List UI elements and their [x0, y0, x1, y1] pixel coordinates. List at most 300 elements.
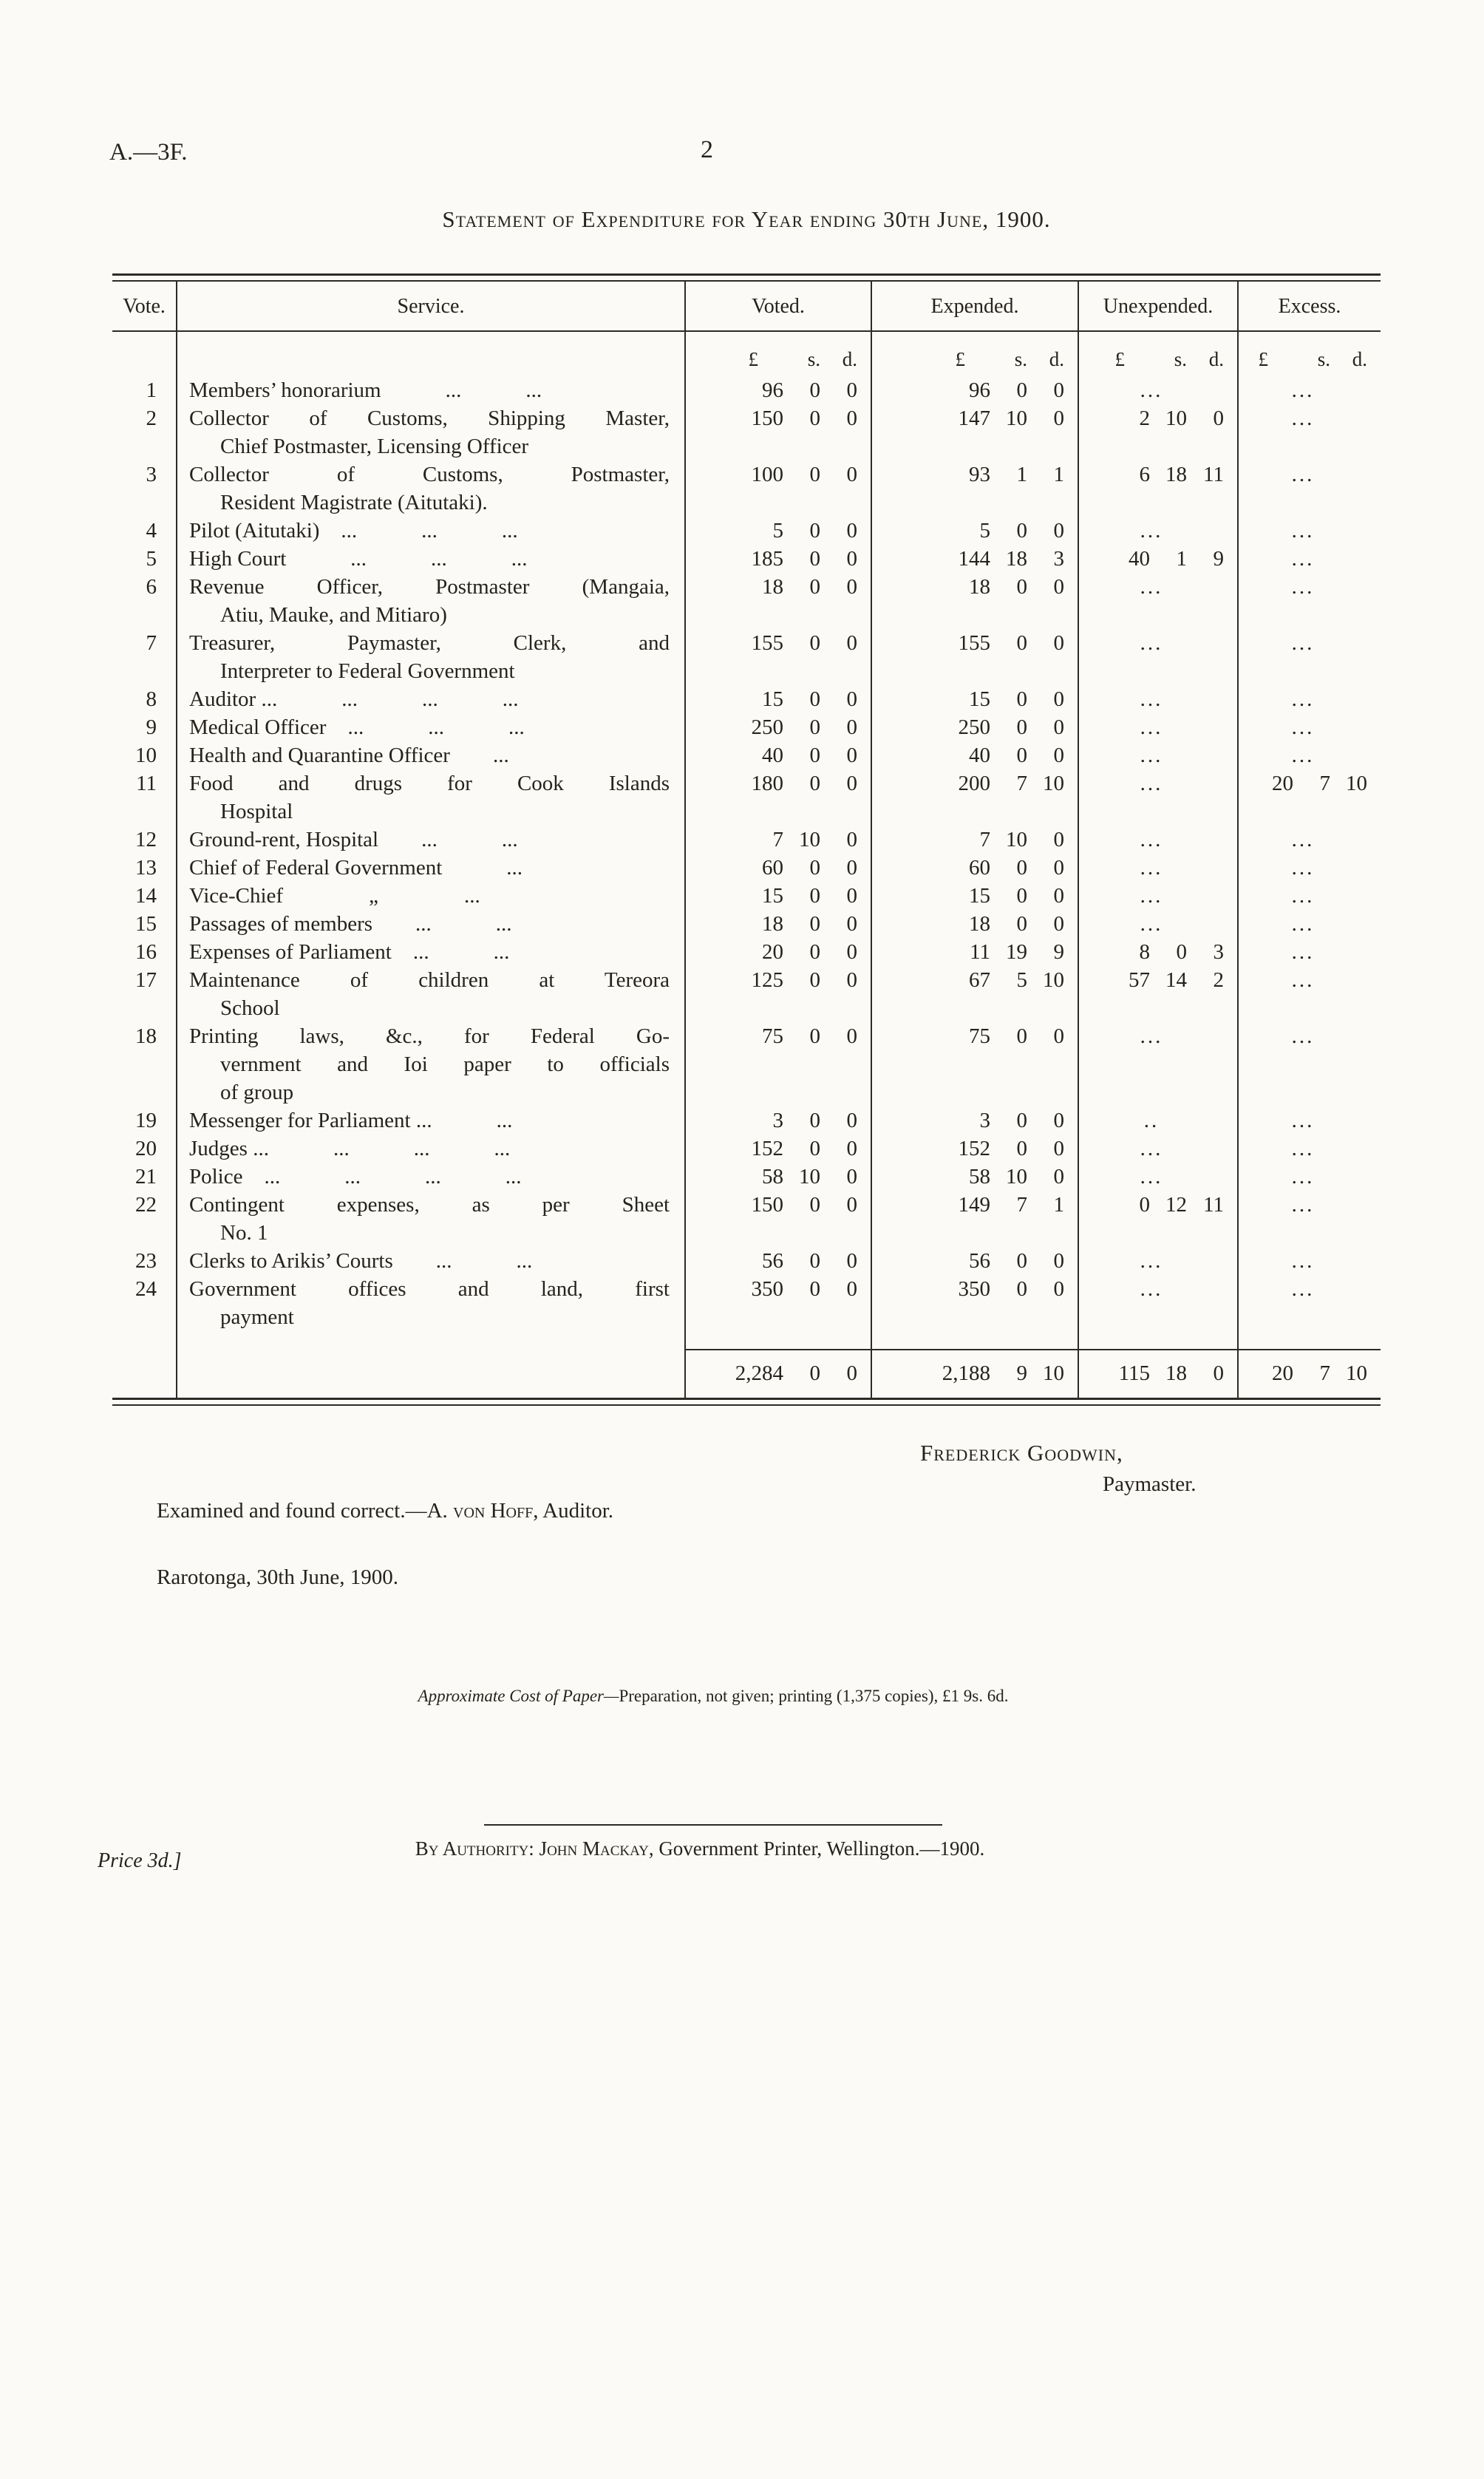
amount-pence: 0 — [846, 378, 857, 402]
service-line: Atiu, Mauke, and Mitiaro) — [220, 603, 447, 627]
amount-pence: 10 — [1043, 772, 1064, 795]
blank-entry: ... — [1291, 1193, 1315, 1217]
table-row — [112, 1022, 1381, 1106]
service-line: Expenses of Parliament ... ... — [189, 940, 510, 964]
amount-pounds: 6 — [1139, 463, 1150, 486]
service-cell — [177, 573, 686, 629]
blank-entry: ... — [1291, 631, 1315, 655]
pound-sign: £ — [1258, 348, 1268, 370]
service-line: Printing laws, &c., for Federal Go- — [189, 1024, 670, 1048]
service-line: Chief Postmaster, Licensing Officer — [220, 435, 529, 458]
amount-pounds: 18 — [969, 912, 990, 936]
audit-statement-suffix: , Auditor. — [533, 1499, 614, 1523]
amount-pence: 10 — [1346, 772, 1367, 795]
expended-cell — [872, 404, 1079, 460]
service-line: Resident Magistrate (Aitutaki). — [220, 491, 488, 514]
blank-entry: ... — [1291, 378, 1315, 402]
amount-pence: 3 — [1213, 940, 1224, 964]
excess-cell — [1239, 460, 1381, 517]
service-line: Members’ honorarium ... ... — [189, 378, 542, 402]
table-row — [112, 910, 1381, 938]
blank-entry: ... — [1291, 1024, 1315, 1048]
voted-cell — [686, 1191, 872, 1247]
amount-shillings: 0 — [809, 884, 820, 908]
amount-pounds: 75 — [969, 1024, 990, 1048]
amount-pounds: 3 — [772, 1109, 783, 1132]
amount-pounds: 7 — [772, 828, 783, 851]
amount-pence: 1 — [1053, 463, 1064, 486]
amount-pence: 0 — [846, 463, 857, 486]
table-row — [112, 460, 1381, 517]
blank-entry: ... — [1291, 828, 1315, 851]
total-unexpended-shillings: 18 — [1165, 1361, 1187, 1385]
amount-shillings: 0 — [1016, 687, 1027, 711]
service-line: Judges ... ... ... ... — [189, 1137, 511, 1160]
paymaster-title: Paymaster. — [1103, 1472, 1197, 1496]
vote-number: 4 — [112, 517, 177, 545]
amount-shillings: 18 — [1006, 547, 1027, 571]
amount-pounds: 100 — [751, 463, 783, 486]
service-line: Passages of members ... ... — [189, 912, 512, 936]
imprint-rule — [484, 1824, 942, 1826]
service-line: Police ... ... ... ... — [189, 1165, 522, 1189]
expended-cell — [872, 1135, 1079, 1163]
service-line: Chief of Federal Government ... — [189, 856, 523, 880]
amount-pence: 11 — [1203, 463, 1224, 486]
excess-cell — [1239, 713, 1381, 741]
pound-sign: £ — [1114, 348, 1125, 370]
shillings-label: s. — [1174, 348, 1187, 370]
unexpended-cell — [1079, 966, 1239, 1022]
vote-number: 18 — [112, 1022, 177, 1106]
amount-pounds: 58 — [969, 1165, 990, 1189]
service-cell — [177, 460, 686, 517]
table-row — [112, 854, 1381, 882]
service-line: No. 1 — [220, 1221, 268, 1245]
amount-shillings: 0 — [809, 715, 820, 739]
amount-pence: 0 — [1053, 856, 1064, 880]
amount-pounds: 149 — [958, 1193, 990, 1217]
amount-pence: 0 — [846, 1137, 857, 1160]
expended-cell — [872, 938, 1079, 966]
amount-pounds: 18 — [969, 575, 990, 599]
amount-pounds: 18 — [762, 575, 783, 599]
amount-pence: 0 — [1053, 1249, 1064, 1273]
service-line: Maintenance of children at Tereora — [189, 968, 670, 992]
blank-entry: ... — [1140, 1137, 1163, 1160]
blank-entry: ... — [1140, 715, 1163, 739]
excess-cell — [1239, 910, 1381, 938]
amount-pounds: 58 — [762, 1165, 783, 1189]
amount-pounds: 56 — [969, 1249, 990, 1273]
service-line: Collector of Customs, Postmaster, — [189, 463, 670, 486]
amount-pence: 0 — [846, 519, 857, 543]
blank-entry: ... — [1140, 828, 1163, 851]
amount-pounds: 180 — [751, 772, 783, 795]
amount-shillings: 10 — [799, 828, 820, 851]
amount-shillings: 1 — [1176, 547, 1187, 571]
vote-number: 2 — [112, 404, 177, 460]
amount-pounds: 40 — [969, 744, 990, 767]
currency-header-voted — [686, 332, 872, 376]
table-row — [112, 404, 1381, 460]
blank-entry: ... — [1291, 856, 1315, 880]
currency-header-service-spacer — [177, 332, 686, 376]
amount-shillings: 0 — [1016, 575, 1027, 599]
service-line: Interpreter to Federal Government — [220, 659, 515, 683]
amount-pence: 0 — [846, 828, 857, 851]
expenditure-table — [112, 273, 1381, 1406]
totals-expended-cell — [872, 1349, 1079, 1398]
amount-pence: 0 — [1053, 828, 1064, 851]
table-row — [112, 685, 1381, 713]
amount-pounds: 96 — [969, 378, 990, 402]
voted-cell — [686, 938, 872, 966]
amount-shillings: 0 — [809, 463, 820, 486]
blank-entry: ... — [1140, 1024, 1163, 1048]
auditor-name: A. von Hoff — [426, 1499, 534, 1523]
vote-number: 19 — [112, 1106, 177, 1135]
amount-pence: 0 — [1053, 1165, 1064, 1189]
excess-cell — [1239, 404, 1381, 460]
amount-pounds: 152 — [958, 1137, 990, 1160]
amount-pence: 0 — [846, 1165, 857, 1189]
voted-cell — [686, 376, 872, 404]
amount-pence: 0 — [1053, 407, 1064, 430]
excess-cell — [1239, 1135, 1381, 1163]
unexpended-cell — [1079, 629, 1239, 685]
vote-number: 22 — [112, 1191, 177, 1247]
table-row — [112, 713, 1381, 741]
excess-cell — [1239, 1275, 1381, 1349]
service-line: Government offices and land, first — [189, 1277, 670, 1301]
unexpended-cell — [1079, 376, 1239, 404]
service-line: Collector of Customs, Shipping Master, — [189, 407, 670, 430]
vote-number: 8 — [112, 685, 177, 713]
amount-pence: 0 — [846, 772, 857, 795]
amount-pence: 11 — [1203, 1193, 1224, 1217]
amount-pence: 0 — [1053, 378, 1064, 402]
amount-pounds: 93 — [969, 463, 990, 486]
voted-cell — [686, 882, 872, 910]
blank-entry: ... — [1140, 378, 1163, 402]
service-line: vernment and Ioi paper to officials — [220, 1053, 670, 1076]
voted-cell — [686, 910, 872, 938]
table-row — [112, 938, 1381, 966]
amount-pence: 0 — [846, 1249, 857, 1273]
voted-cell — [686, 1022, 872, 1106]
excess-cell — [1239, 1191, 1381, 1247]
blank-entry: ... — [1291, 547, 1315, 571]
amount-pounds: 8 — [1139, 940, 1150, 964]
expended-cell — [872, 1106, 1079, 1135]
excess-cell — [1239, 685, 1381, 713]
expended-cell — [872, 910, 1079, 938]
amount-pence: 9 — [1213, 547, 1224, 571]
total-voted-pence: 0 — [846, 1361, 857, 1385]
vote-number: 10 — [112, 741, 177, 769]
shillings-label: s. — [1014, 348, 1027, 370]
amount-shillings: 0 — [809, 968, 820, 992]
amount-pounds: 96 — [762, 378, 783, 402]
totals-service-spacer — [177, 1349, 686, 1398]
unexpended-cell — [1079, 1191, 1239, 1247]
blank-entry: ... — [1291, 1277, 1315, 1301]
unexpended-cell — [1079, 1247, 1239, 1275]
amount-shillings: 0 — [809, 1024, 820, 1048]
excess-cell — [1239, 517, 1381, 545]
amount-shillings: 0 — [1016, 715, 1027, 739]
table-row — [112, 1191, 1381, 1247]
totals-vote-spacer — [112, 1349, 177, 1398]
price-label: Price 3d.] — [98, 1849, 182, 1872]
amount-pence: 0 — [846, 1277, 857, 1301]
blank-entry: ... — [1291, 519, 1315, 543]
amount-pence: 0 — [846, 744, 857, 767]
blank-entry: ... — [1140, 1277, 1163, 1301]
amount-shillings: 0 — [1016, 912, 1027, 936]
amount-pounds: 11 — [970, 940, 990, 964]
unexpended-cell — [1079, 826, 1239, 854]
amount-pounds: 60 — [762, 856, 783, 880]
amount-pounds: 15 — [969, 884, 990, 908]
amount-pence: 1 — [1053, 1193, 1064, 1217]
amount-shillings: 0 — [1016, 1024, 1027, 1048]
pence-label: d. — [842, 348, 857, 370]
service-line: Clerks to Arikis’ Courts ... ... — [189, 1249, 533, 1273]
column-header-vote: Vote. — [112, 282, 177, 330]
blank-entry: ... — [1291, 463, 1315, 486]
vote-number: 9 — [112, 713, 177, 741]
amount-pounds: 5 — [979, 519, 990, 543]
total-excess-pounds: 20 — [1272, 1361, 1293, 1385]
amount-pounds: 0 — [1139, 1193, 1150, 1217]
amount-shillings: 0 — [809, 1109, 820, 1132]
table-row — [112, 826, 1381, 854]
imprint-rest: , Government Printer, Wellington.—1900. — [648, 1837, 985, 1860]
service-line: Pilot (Aitutaki) ... ... ... — [189, 519, 518, 543]
blank-entry: ... — [1140, 912, 1163, 936]
table-row — [112, 1163, 1381, 1191]
amount-pence: 0 — [846, 715, 857, 739]
blank-entry: .. — [1143, 1109, 1160, 1132]
voted-cell — [686, 629, 872, 685]
blank-entry: ... — [1140, 1165, 1163, 1189]
amount-pounds: 60 — [969, 856, 990, 880]
pence-label: d. — [1049, 348, 1064, 370]
expended-cell — [872, 1275, 1079, 1349]
amount-shillings: 0 — [1016, 1249, 1027, 1273]
service-line: High Court ... ... ... — [189, 547, 528, 571]
amount-pounds: 20 — [762, 940, 783, 964]
amount-pence: 10 — [1043, 968, 1064, 992]
unexpended-cell — [1079, 938, 1239, 966]
amount-pence: 0 — [1053, 519, 1064, 543]
amount-shillings: 0 — [1016, 378, 1027, 402]
amount-shillings: 0 — [809, 547, 820, 571]
pound-sign: £ — [748, 348, 758, 370]
amount-shillings: 19 — [1006, 940, 1027, 964]
unexpended-cell — [1079, 713, 1239, 741]
column-header-excess: Excess. — [1278, 295, 1341, 318]
pence-label: d. — [1208, 348, 1224, 370]
amount-pounds: 250 — [958, 715, 990, 739]
amount-shillings: 0 — [809, 1277, 820, 1301]
amount-shillings: 5 — [1016, 968, 1027, 992]
amount-pence: 0 — [846, 884, 857, 908]
excess-cell — [1239, 741, 1381, 769]
voted-cell — [686, 1163, 872, 1191]
table-row — [112, 1247, 1381, 1275]
table-row — [112, 545, 1381, 573]
amount-pence: 0 — [1053, 744, 1064, 767]
expended-cell — [872, 713, 1079, 741]
column-header-voted: Voted. — [686, 282, 872, 330]
amount-pence: 0 — [1053, 912, 1064, 936]
service-cell — [177, 517, 686, 545]
amount-pence: 0 — [846, 1024, 857, 1048]
amount-pounds: 3 — [979, 1109, 990, 1132]
service-cell — [177, 1275, 686, 1349]
expended-cell — [872, 573, 1079, 629]
amount-shillings: 0 — [1016, 1277, 1027, 1301]
blank-entry: ... — [1140, 744, 1163, 767]
expended-cell — [872, 769, 1079, 826]
voted-cell — [686, 404, 872, 460]
expended-cell — [872, 685, 1079, 713]
voted-cell — [686, 854, 872, 882]
expended-cell — [872, 460, 1079, 517]
vote-number: 6 — [112, 573, 177, 629]
document-title: Statement of Expenditure for Year ending 30th June, 1900. — [442, 206, 1051, 232]
vote-number: 16 — [112, 938, 177, 966]
excess-cell — [1239, 826, 1381, 854]
unexpended-cell — [1079, 910, 1239, 938]
service-cell — [177, 1106, 686, 1135]
amount-pounds: 155 — [958, 631, 990, 655]
blank-entry: ... — [1140, 856, 1163, 880]
voted-cell — [686, 460, 872, 517]
service-cell — [177, 404, 686, 460]
table-row — [112, 741, 1381, 769]
amount-pounds: 15 — [762, 884, 783, 908]
amount-pence: 0 — [846, 1193, 857, 1217]
service-cell — [177, 1191, 686, 1247]
excess-cell — [1239, 1106, 1381, 1135]
unexpended-cell — [1079, 882, 1239, 910]
expended-cell — [872, 517, 1079, 545]
vote-number: 11 — [112, 769, 177, 826]
amount-pounds: 185 — [751, 547, 783, 571]
amount-pence: 9 — [1053, 940, 1064, 964]
service-cell — [177, 910, 686, 938]
table-row — [112, 769, 1381, 826]
vote-number: 7 — [112, 629, 177, 685]
amount-shillings: 0 — [809, 1193, 820, 1217]
service-cell — [177, 685, 686, 713]
amount-shillings: 0 — [809, 407, 820, 430]
column-header-unexpended: Unexpended. — [1079, 282, 1239, 330]
vote-number: 17 — [112, 966, 177, 1022]
unexpended-cell — [1079, 460, 1239, 517]
unexpended-cell — [1079, 1135, 1239, 1163]
voted-cell — [686, 573, 872, 629]
amount-pence: 0 — [846, 940, 857, 964]
unexpended-cell — [1079, 685, 1239, 713]
voted-cell — [686, 685, 872, 713]
total-excess-pence: 10 — [1346, 1361, 1367, 1385]
voted-cell — [686, 1275, 872, 1349]
expended-cell — [872, 741, 1079, 769]
cost-note-detail: Preparation, not given; printing (1,375 copies), £1 9s. 6d. — [619, 1687, 1009, 1705]
currency-header-unexpended — [1079, 332, 1239, 376]
service-cell — [177, 741, 686, 769]
totals-row — [112, 1349, 1381, 1398]
service-cell — [177, 1135, 686, 1163]
blank-entry: ... — [1291, 1137, 1315, 1160]
table-bottom-rule — [112, 1398, 1381, 1406]
unexpended-cell — [1079, 404, 1239, 460]
pound-sign: £ — [955, 348, 965, 370]
amount-pence: 0 — [846, 968, 857, 992]
voted-cell — [686, 517, 872, 545]
shillings-label: s. — [1317, 348, 1330, 370]
unexpended-cell — [1079, 1106, 1239, 1135]
amount-shillings: 0 — [809, 1137, 820, 1160]
expended-cell — [872, 826, 1079, 854]
amount-pence: 0 — [1053, 631, 1064, 655]
excess-cell — [1239, 1022, 1381, 1106]
vote-number: 20 — [112, 1135, 177, 1163]
amount-pence: 2 — [1213, 968, 1224, 992]
amount-shillings: 14 — [1165, 968, 1187, 992]
printer-name: John Mackay — [539, 1837, 649, 1860]
table-row — [112, 517, 1381, 545]
excess-cell — [1239, 545, 1381, 573]
amount-pounds: 75 — [762, 1024, 783, 1048]
table-row — [112, 376, 1381, 404]
amount-pence: 0 — [1053, 884, 1064, 908]
excess-cell — [1239, 966, 1381, 1022]
total-voted-pounds: 2,284 — [735, 1361, 783, 1385]
blank-entry: ... — [1291, 912, 1315, 936]
amount-pence: 0 — [846, 912, 857, 936]
blank-entry: ... — [1291, 1249, 1315, 1273]
amount-pounds: 350 — [958, 1277, 990, 1301]
total-unexpended-pounds: 115 — [1118, 1361, 1150, 1385]
amount-shillings: 0 — [1016, 519, 1027, 543]
service-line: Revenue Officer, Postmaster (Mangaia, — [189, 575, 670, 599]
expended-cell — [872, 1247, 1079, 1275]
blank-entry: ... — [1291, 715, 1315, 739]
service-line: School — [220, 996, 280, 1020]
amount-pounds: 125 — [751, 968, 783, 992]
amount-pounds: 7 — [979, 828, 990, 851]
blank-entry: ... — [1140, 575, 1163, 599]
unexpended-cell — [1079, 854, 1239, 882]
vote-number: 15 — [112, 910, 177, 938]
service-cell — [177, 854, 686, 882]
amount-pounds: 150 — [751, 407, 783, 430]
amount-pounds: 40 — [1129, 547, 1150, 571]
table-row — [112, 966, 1381, 1022]
amount-pence: 0 — [846, 856, 857, 880]
service-cell — [177, 1022, 686, 1106]
amount-pounds: 18 — [762, 912, 783, 936]
service-line: Vice-Chief „ ... — [189, 884, 480, 908]
totals-excess-cell — [1239, 1349, 1381, 1398]
currency-header-row — [112, 332, 1381, 376]
